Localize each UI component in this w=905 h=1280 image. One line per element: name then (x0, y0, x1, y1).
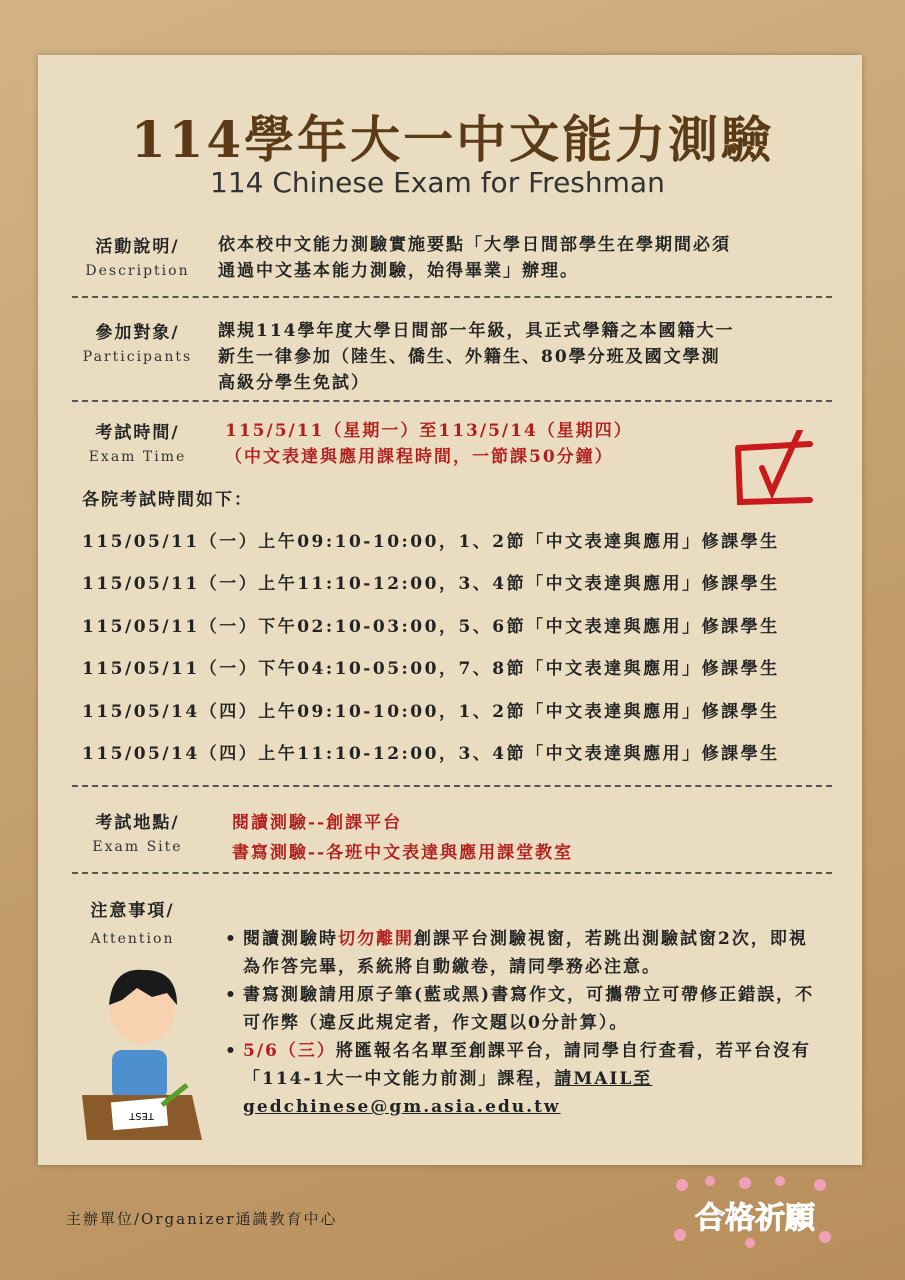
description-label: 活動說明/ (95, 237, 180, 257)
schedule-row: 115/05/11（一）下午02:10-03:00，5、6節「中文表達與應用」修課學生 (82, 617, 780, 637)
schedule-row: 115/05/14（四）上午11:10-12:00，3、4節「中文表達與應用」修課學生 (82, 744, 780, 764)
schedule-row: 115/05/11（一）上午09:10-10:00，1、2節「中文表達與應用」修課學生 (82, 532, 780, 552)
badge-text: 合格祈願 (695, 1201, 815, 1236)
participants-label-en: Participants (82, 349, 193, 365)
page-title: 114學年大一中文能力測驗 (130, 110, 775, 169)
schedule-row: 115/05/11（一）下午04:10-05:00，7、8節「中文表達與應用」修課學生 (82, 659, 780, 679)
description-line: 通過中文基本能力測驗，始得畢業」辦理。 (218, 261, 579, 281)
exam-site-line: 書寫測驗--各班中文表達與應用課堂教室 (232, 843, 574, 863)
attention-item: • 書寫測驗請用原子筆(藍或黑)書寫作文，可攜帶立可帶修正錯誤，不可作弊（違反此規定者，作文題以0分計算）。 (225, 981, 825, 1037)
exam-site-label-en: Exam Site (92, 839, 183, 855)
description-line: 依本校中文能力測驗實施要點「大學日間部學生在學期間必須 (218, 235, 731, 255)
schedule-heading: 各院考試時間如下： (82, 490, 253, 510)
organizer-footer: 主辦單位/Organizer通識教育中心 (66, 1210, 338, 1228)
divider (72, 296, 832, 298)
exam-site-label: 考試地點/ (95, 813, 180, 833)
participants-line: 新生一律參加（陸生、僑生、外籍生、80學分班及國文學測 (218, 347, 721, 367)
page-subtitle: 114 Chinese Exam for Freshman (210, 166, 665, 199)
attention-label-en: Attention (90, 931, 175, 947)
exam-time-label-en: Exam Time (88, 449, 187, 465)
attention-item: • 5/6（三）將匯報名名單至創課平台，請同學自行查看，若平台沒有「114-1大一中文能力前測」課程，請MAIL至 gedchinese@gm.asia.edu.tw (225, 1037, 825, 1121)
exam-site-line: 閱讀測驗--創課平台 (232, 813, 403, 833)
schedule-row: 115/05/14（四）上午09:10-10:00，1、2節「中文表達與應用」修課學生 (82, 702, 780, 722)
participants-label: 參加對象/ (95, 323, 180, 343)
checkmark-icon (730, 430, 820, 510)
email-link[interactable]: gedchinese@gm.asia.edu.tw (243, 1097, 561, 1117)
schedule-row: 115/05/11（一）上午11:10-12:00，3、4節「中文表達與應用」修課學生 (82, 574, 780, 594)
good-luck-badge (670, 1175, 835, 1250)
participants-line: 高級分學生免試） (218, 373, 370, 393)
attention-label: 注意事項/ (90, 901, 175, 921)
divider (72, 400, 832, 402)
divider (72, 872, 832, 874)
exam-time-line: （中文表達與應用課程時間，一節課50分鐘） (225, 447, 614, 467)
exam-time-line: 115/5/11（星期一）至113/5/14（星期四） (225, 421, 633, 441)
description-label-en: Description (85, 263, 190, 279)
student-illustration (82, 955, 202, 1140)
participants-line: 課規114學年度大學日間部一年級，具正式學籍之本國籍大一 (218, 321, 735, 341)
exam-time-label: 考試時間/ (95, 423, 180, 443)
test-paper-text: TEST (129, 1110, 154, 1121)
attention-list (225, 925, 825, 1121)
mail-link[interactable]: 請MAIL至 (554, 1069, 653, 1089)
divider (72, 785, 832, 787)
attention-item: • 閱讀測驗時切勿離開創課平台測驗視窗，若跳出測驗試窗2次，即視為作答完畢，系統將自動繳卷，請同學務必注意。 (225, 925, 825, 981)
